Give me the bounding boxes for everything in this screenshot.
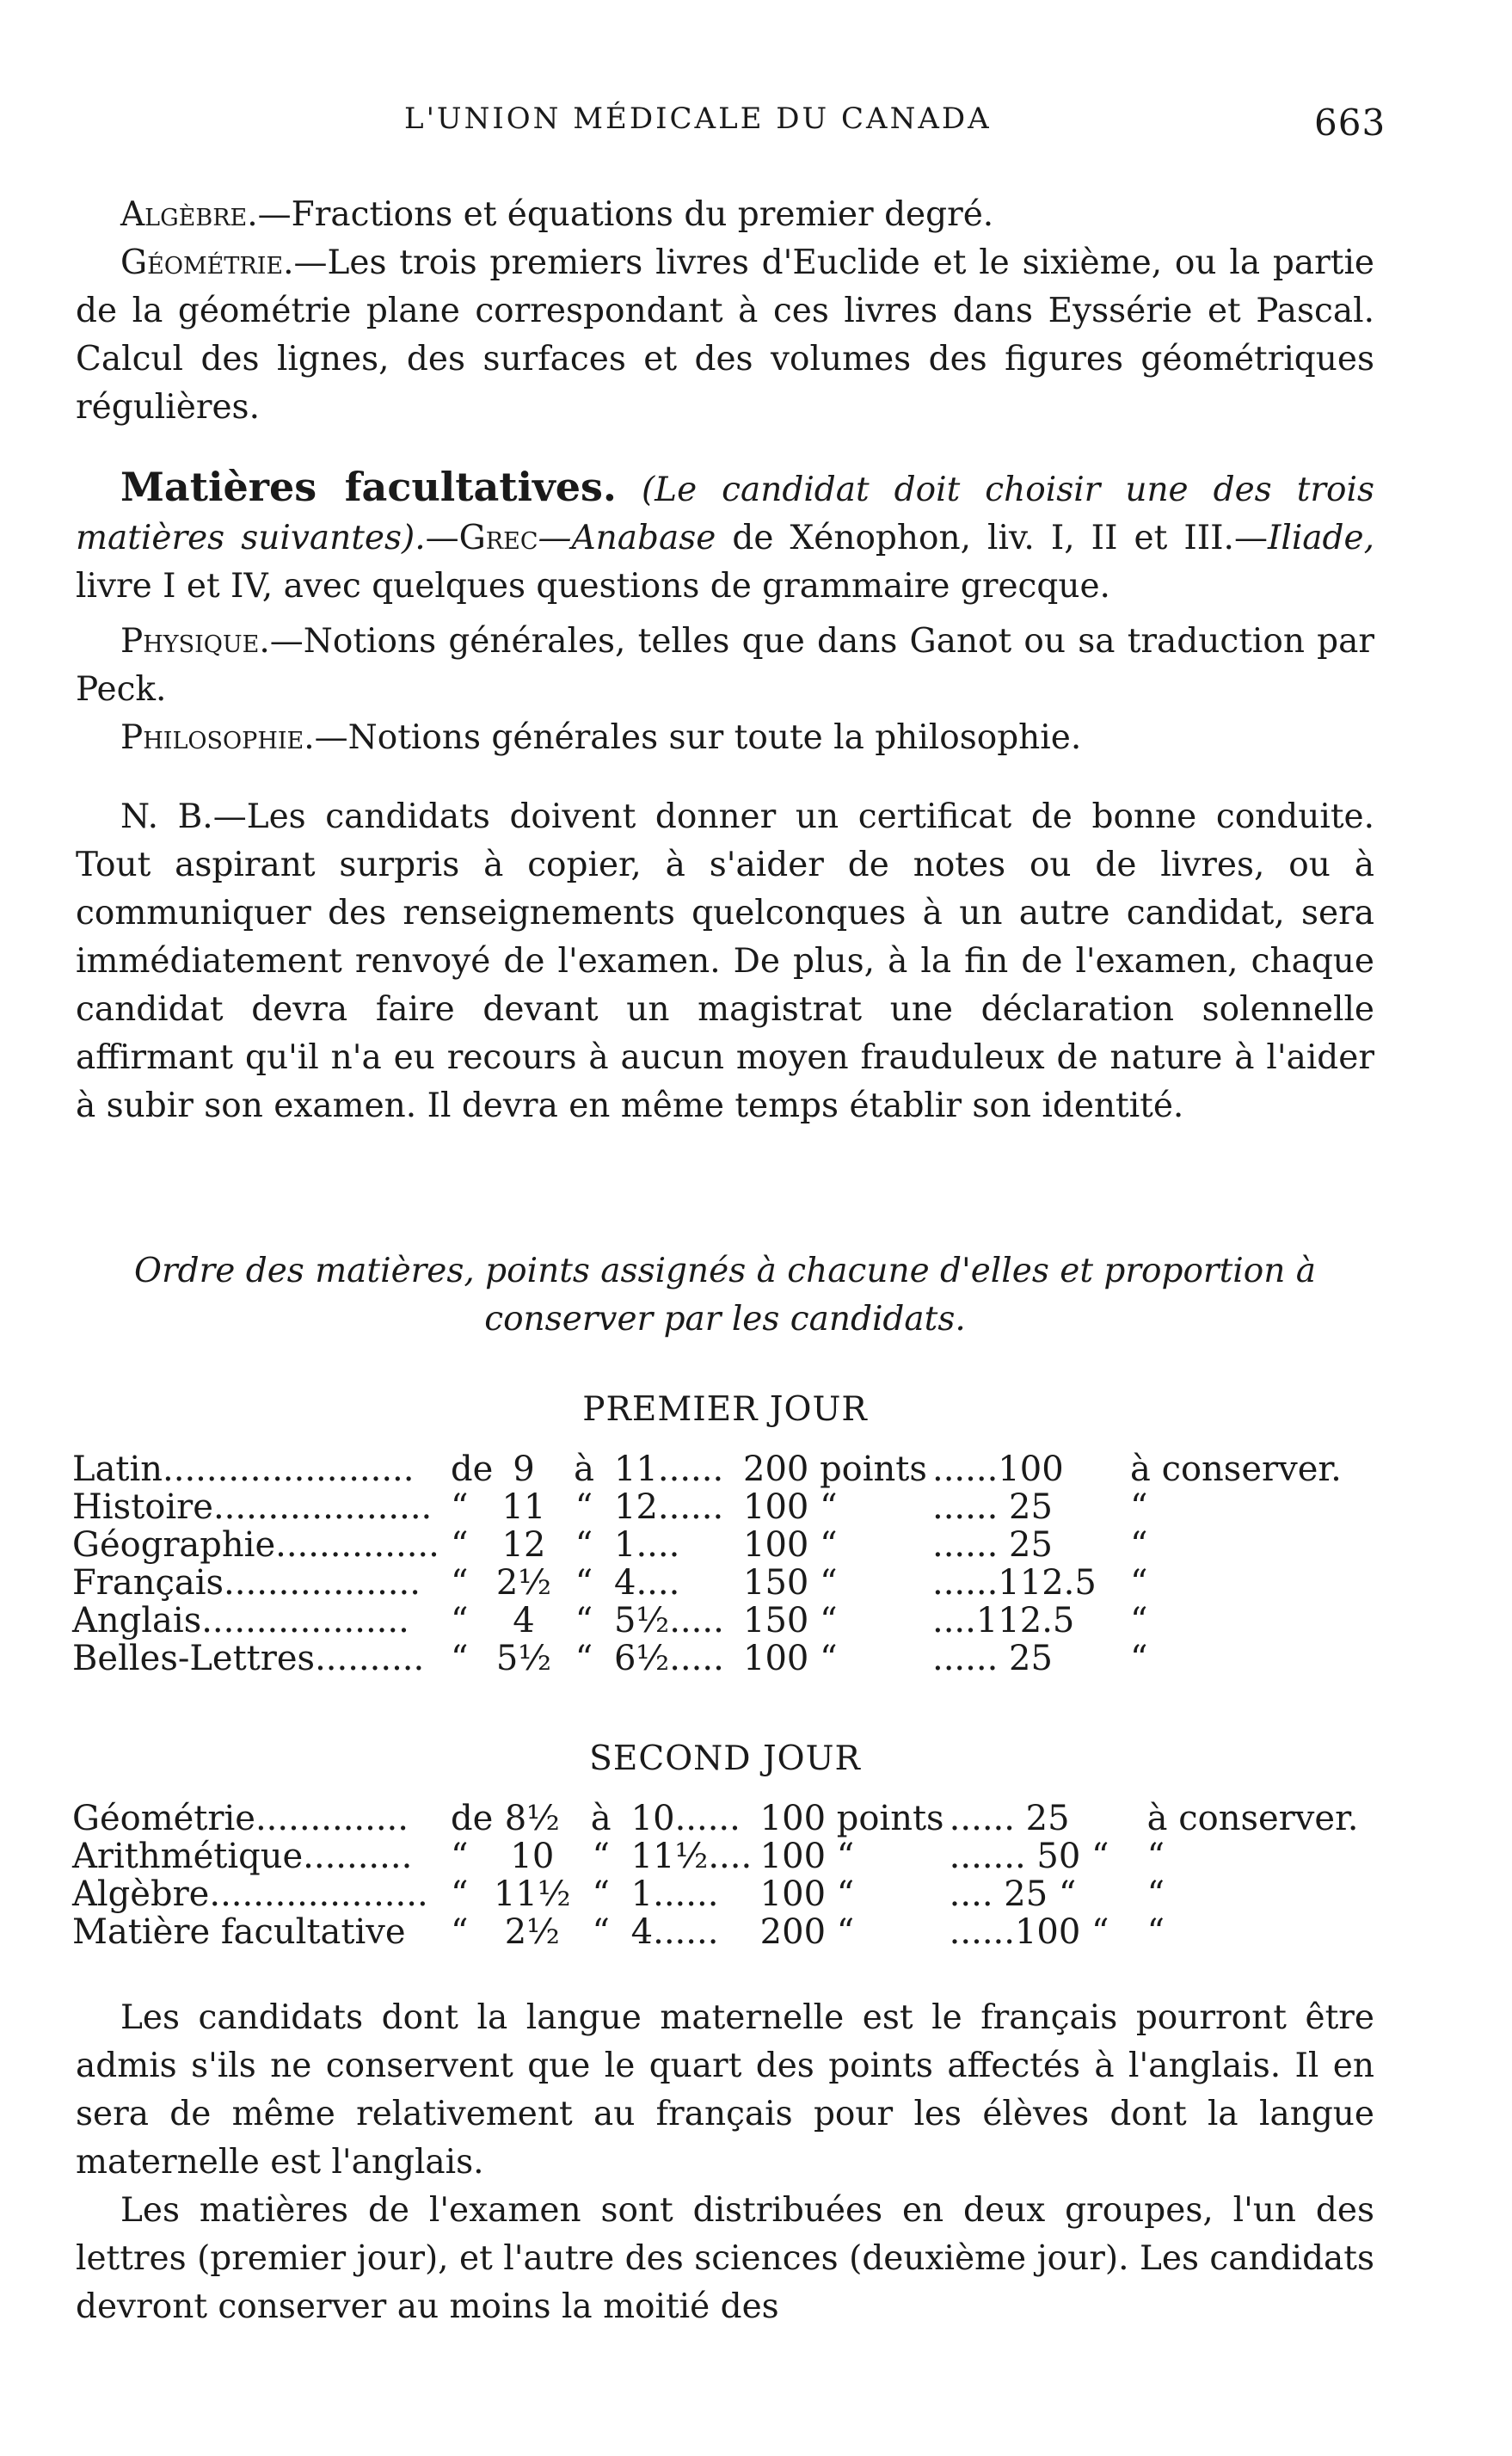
schedule-cell-points: 150 “ [743,1563,838,1603]
schedule-cell-from: 9 [513,1450,535,1489]
schedule-cell-de: de [451,1799,494,1838]
algebre-paragraph [76,191,1374,239]
schedule-cell-points: 100 “ [743,1487,838,1527]
schedule-cell-de: “ [451,1837,469,1876]
langue-maternelle-paragraph: Les candidats dont la langue maternelle est le français pourront être admis s'ils ne conservent que le quart des points affectés à l'anglais. Il en sera de même relativement au français pour les élèves dont la langue maternelle est l'anglais. [76,1998,1374,2182]
schedule-cell-de: “ [451,1639,469,1678]
premier-jour-heading: PREMIER JOUR [582,1390,868,1429]
top-text-block [76,191,1374,1130]
schedule-cell-keep: ...... 25 [949,1799,1070,1838]
schedule-row [72,1913,1359,1951]
schedule-cell-de: “ [451,1874,469,1914]
schedule-row [72,1450,1342,1488]
schedule-cell-a: “ [592,1837,610,1876]
schedule-cell-tail: “ [1130,1487,1148,1527]
geometrie-text: —Les trois premiers livres d'Euclide et le sixième, ou la partie de la géométrie plane correspondant à ces livres dans Eyssérie et Pascal. Calcul des lignes, des surfaces et des volumes des figures géométriques régulières. [76,243,1374,427]
anabase-title: —Anabase [538,519,716,557]
premier-jour-table [72,1450,1342,1677]
philosophie-text: —Notions générales sur toute la philosophie. [314,718,1082,757]
schedule-row [72,1800,1359,1837]
algebre-text: —Fractions et équations du premier degré. [257,195,994,234]
schedule-cell-to: 12...... [614,1487,724,1527]
schedule-cell-to: 11½.... [630,1837,753,1876]
iliade-text: livre I et IV, avec quelques questions de grammaire grecque. [76,567,1110,606]
philosophie-label: Philosophie. [120,718,315,757]
schedule-cell-tail: “ [1130,1639,1148,1678]
schedule-cell-to: 5½..... [614,1601,724,1640]
schedule-cell-tail: à conserver. [1130,1450,1342,1489]
schedule-cell-keep: ....... 50 “ [949,1837,1109,1876]
schedule-cell-subject: Belles-Lettres.......... [72,1639,425,1678]
schedule-cell-from: 11½ [494,1874,571,1914]
schedule-cell-from: 4 [513,1601,535,1640]
running-header-title: L'UNION MÉDICALE DU CANADA [404,102,992,136]
schedule-row [72,1564,1342,1602]
schedule-cell-points: 100 points [759,1799,944,1838]
iliade-title: Iliade, [1267,519,1374,557]
matieres-heading: Matières facultatives. [120,464,617,510]
order-note [76,1247,1374,1344]
anabase-text: de Xénophon, liv. I, II et III.— [716,519,1268,557]
schedule-cell-a: “ [575,1525,593,1565]
schedule-cell-to: 4.... [614,1563,680,1603]
schedule-cell-tail: “ [1130,1525,1148,1565]
schedule-cell-tail: à conserver. [1146,1799,1359,1838]
schedule-cell-subject: Matière facultative [72,1912,406,1952]
schedule-cell-subject: Latin....................... [72,1450,415,1489]
schedule-cell-keep: ......100 “ [949,1912,1109,1952]
algebre-label: Algèbre. [120,195,258,234]
schedule-cell-to: 10...... [630,1799,741,1838]
schedule-cell-to: 1.... [614,1525,680,1565]
order-note-line-1: Ordre des matières, points assignés à chacune d'elles et proportion à [134,1252,1316,1290]
schedule-cell-keep: ......112.5 [932,1563,1097,1603]
schedule-cell-keep: ...... 25 [932,1487,1053,1527]
schedule-cell-tail: “ [1146,1874,1165,1914]
schedule-cell-subject: Arithmétique.......... [72,1837,413,1876]
schedule-row [72,1602,1342,1640]
schedule-cell-points: 100 “ [759,1874,855,1914]
schedule-cell-de: “ [451,1912,469,1952]
schedule-row [72,1837,1359,1875]
schedule-cell-points: 200 “ [759,1912,855,1952]
schedule-cell-from: 2½ [495,1563,552,1603]
philosophie-paragraph [76,714,1374,762]
schedule-cell-subject: Géométrie.............. [72,1799,409,1838]
second-jour-heading: SECOND JOUR [589,1739,861,1778]
schedule-cell-from: 2½ [504,1912,560,1952]
schedule-cell-from: 8½ [504,1799,560,1838]
schedule-cell-points: 200 points [743,1450,927,1489]
schedule-cell-de: “ [451,1563,469,1603]
schedule-cell-points: 100 “ [743,1525,838,1565]
schedule-cell-tail: “ [1146,1912,1165,1952]
schedule-row [72,1488,1342,1526]
matieres-italic-note: (Le candidat doit choisir une des trois matières suivantes). [76,471,1374,557]
schedule-cell-from: 11 [501,1487,546,1527]
schedule-cell-a: “ [575,1487,593,1527]
schedule-cell-a: à [574,1450,594,1489]
schedule-row [72,1875,1359,1913]
schedule-cell-keep: ....112.5 [932,1601,1075,1640]
schedule-cell-a: “ [575,1639,593,1678]
schedule-cell-keep: ...... 25 [932,1525,1053,1565]
schedule-cell-de: de [451,1450,494,1489]
geometrie-paragraph [76,239,1374,432]
schedule-cell-subject: Géographie............... [72,1525,439,1565]
order-note-line-2: conserver par les candidats. [484,1300,966,1339]
schedule-cell-keep: ...... 25 [932,1639,1053,1678]
schedule-cell-a: “ [592,1874,610,1914]
schedule-cell-keep: .... 25 “ [949,1874,1077,1914]
grec-label: —Grec [425,519,538,557]
schedule-cell-points: 100 “ [743,1639,838,1678]
bottom-text-block [76,1994,1374,2331]
physique-label: Physique. [120,622,270,661]
nb-paragraph: N. B.—Les candidats doivent donner un certificat de bonne conduite. Tout aspirant surpris à copier, à s'aider de notes ou de livres, ou à communiquer des renseignements quelconques à un autre candidat, sera immédiatement renvoyé de l'examen. De plus, à la fin de l'examen, chaque candidat devra faire devant un magistrat une déclaration solennelle affirmant qu'il n'a eu recours à aucun moyen frauduleux de nature à l'aider à subir son examen. Il devra en même temps établir son identité. [76,797,1374,1125]
schedule-cell-from: 12 [501,1525,546,1565]
schedule-cell-a: à [590,1799,612,1838]
schedule-cell-tail: “ [1146,1837,1165,1876]
schedule-cell-points: 150 “ [743,1601,838,1640]
matieres-facultatives-paragraph [76,463,1374,611]
schedule-cell-a: “ [575,1563,593,1603]
page-number: 663 [1314,102,1386,144]
schedule-cell-to: 4...... [630,1912,719,1952]
schedule-row [72,1640,1342,1677]
schedule-cell-to: 1...... [630,1874,719,1914]
schedule-cell-a: “ [592,1912,610,1952]
schedule-cell-from: 5½ [495,1639,552,1678]
schedule-cell-a: “ [575,1601,593,1640]
schedule-cell-keep: ......100 [932,1450,1064,1489]
schedule-cell-de: “ [451,1601,469,1640]
schedule-cell-tail: “ [1130,1563,1148,1603]
schedule-cell-de: “ [451,1525,469,1565]
schedule-cell-subject: Français.................. [72,1563,421,1603]
schedule-cell-from: 10 [510,1837,555,1876]
second-jour-table [72,1800,1359,1951]
physique-text: —Notions générales, telles que dans Ganot ou sa traduction par Peck. [76,622,1374,709]
schedule-cell-points: 100 “ [759,1837,855,1876]
geometrie-label: Géométrie. [120,243,294,282]
schedule-cell-to: 11...... [614,1450,724,1489]
groupes-paragraph: Les matières de l'examen sont distribuées en deux groupes, l'un des lettres (premier jour), et l'autre des sciences (deuxième jour). Les candidats devront conserver au moins la moitié des [76,2191,1374,2326]
physique-paragraph [76,618,1374,714]
schedule-row [72,1526,1342,1564]
schedule-cell-subject: Algèbre.................... [72,1874,428,1914]
schedule-cell-subject: Anglais................... [72,1601,409,1640]
schedule-cell-subject: Histoire.................... [72,1487,433,1527]
schedule-cell-to: 6½..... [614,1639,724,1678]
schedule-cell-de: “ [451,1487,469,1527]
schedule-cell-tail: “ [1130,1601,1148,1640]
